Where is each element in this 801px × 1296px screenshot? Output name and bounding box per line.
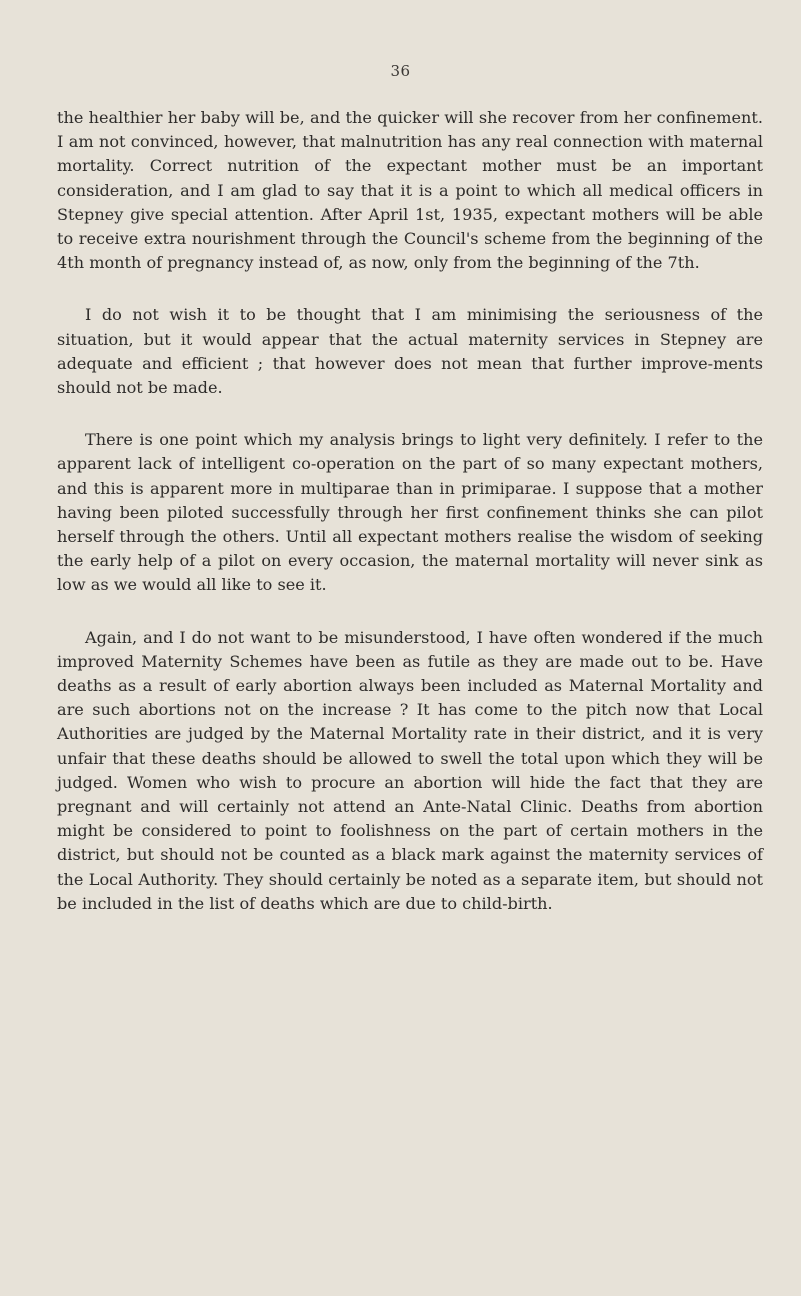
paragraph-2: I do not wish it to be thought that I am minimising the seriousness of the situation, but it would appear that the actual maternity services in Stepney are adequate and efficient ; that however does not mean that further improve-ments should not be made.: [57, 305, 763, 398]
paragraph-1: the healthier her baby will be, and the quicker will she recover from her confinement. I am not convinced, however, that malnutrition has any real connection with maternal mortality. Correct nutrition of the expectant mother must be an important consideration, and I am glad to say that it is a point to which all medical officers in Stepney give special attention. After April 1st, 1935, expectant mothers will be able to receive extra nourishment through the Council's scheme from the beginning of the 4th month of pregnancy instead of, as now, only from the beginning of the 7th.: [57, 108, 763, 273]
body-text: [57, 106, 763, 944]
paragraph-4: Again, and I do not want to be misunderstood, I have often wondered if the much improved Maternity Schemes have been as futile as they are made out to be. Have deaths as a result of early abortion always been included as Maternal Mortality and are such abortions not on the increase ? It has come to the pitch now that Local Authorities are judged by the Maternal Mortality rate in their district, and it is very unfair that these deaths should be allowed to swell the total upon which they will be judged. Women who wish to procure an abortion will hide the fact that they are pregnant and will certainly not attend an Ante-Natal Clinic. Deaths from abortion might be considered to point to foolishness on the part of certain mothers in the district, but should not be counted as a black mark against the maternity services of the Local Authority. They should certainly be noted as a separate item, but should not be included in the list of deaths which are due to child-birth.: [57, 627, 763, 913]
paragraph-3: There is one point which my analysis brings to light very definitely. I refer to the apparent lack of intelligent co-operation on the part of so many expectant mothers, and this is apparent more in multiparae than in primiparae. I suppose that a mother having been piloted successfully through her first confinement thinks she can pilot herself through the others. Until all expectant mothers realise the wisdom of seeking the early help of a pilot on every occasion, the maternal mortality will never sink as low as we would all like to see it.: [57, 430, 763, 595]
page-number: 36: [390, 62, 411, 80]
